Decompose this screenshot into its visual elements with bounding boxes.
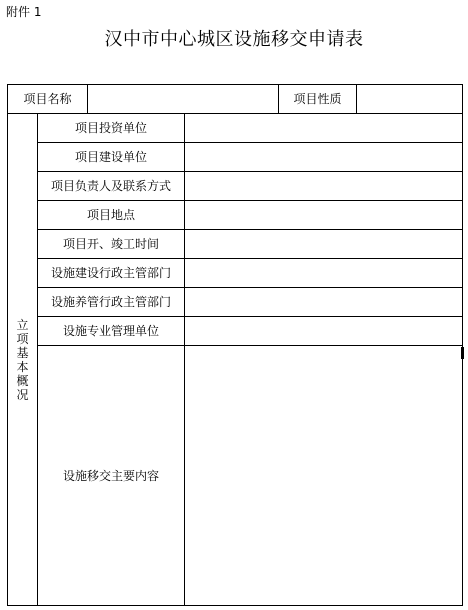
table-border-right: [462, 84, 463, 606]
field-responsible-contact[interactable]: [185, 172, 462, 200]
row-label-handover-content: 设施移交主要内容: [62, 468, 159, 483]
table-border-bottom: [7, 605, 463, 606]
row-label-professional-unit: 设施专业管理单位: [62, 324, 159, 338]
text-cursor-mark: [461, 347, 464, 359]
row-label-maintenance-authority: 设施养管行政主管部门: [50, 295, 171, 309]
row-label-construction-authority: 设施建设行政主管部门: [50, 266, 171, 280]
section-label-char: 本: [16, 359, 29, 374]
attachment-label: 附件 1: [6, 5, 42, 19]
field-handover-content[interactable]: [185, 346, 462, 605]
field-start-completion-time[interactable]: [185, 230, 462, 258]
section-label-char: 概: [16, 373, 29, 388]
field-maintenance-authority[interactable]: [185, 288, 462, 316]
section-label-char: 立: [16, 317, 29, 332]
field-construction-unit[interactable]: [185, 143, 462, 171]
project-nature-label: 项目性质: [293, 92, 342, 106]
project-name-label: 项目名称: [23, 92, 72, 106]
field-professional-unit[interactable]: [185, 317, 462, 345]
field-investment-unit[interactable]: [185, 114, 462, 142]
section-label-basic-info: [8, 114, 37, 605]
project-name-field[interactable]: [88, 85, 278, 113]
form-title: 汉中市中心城区设施移交申请表: [104, 29, 364, 50]
row-label-construction-unit: 项目建设单位: [74, 150, 147, 164]
section-label-char: 项: [16, 331, 29, 346]
row-label-investment-unit: 项目投资单位: [74, 121, 147, 135]
section-label-char: 基: [16, 345, 29, 360]
field-construction-authority[interactable]: [185, 259, 462, 287]
section-label-char: 况: [16, 387, 29, 402]
project-nature-field[interactable]: [357, 85, 462, 113]
field-location[interactable]: [185, 201, 462, 229]
row-label-location: 项目地点: [86, 208, 135, 222]
row-label-start-completion-time: 项目开、竣工时间: [62, 237, 159, 251]
row-label-responsible-contact: 项目负责人及联系方式: [50, 179, 171, 193]
